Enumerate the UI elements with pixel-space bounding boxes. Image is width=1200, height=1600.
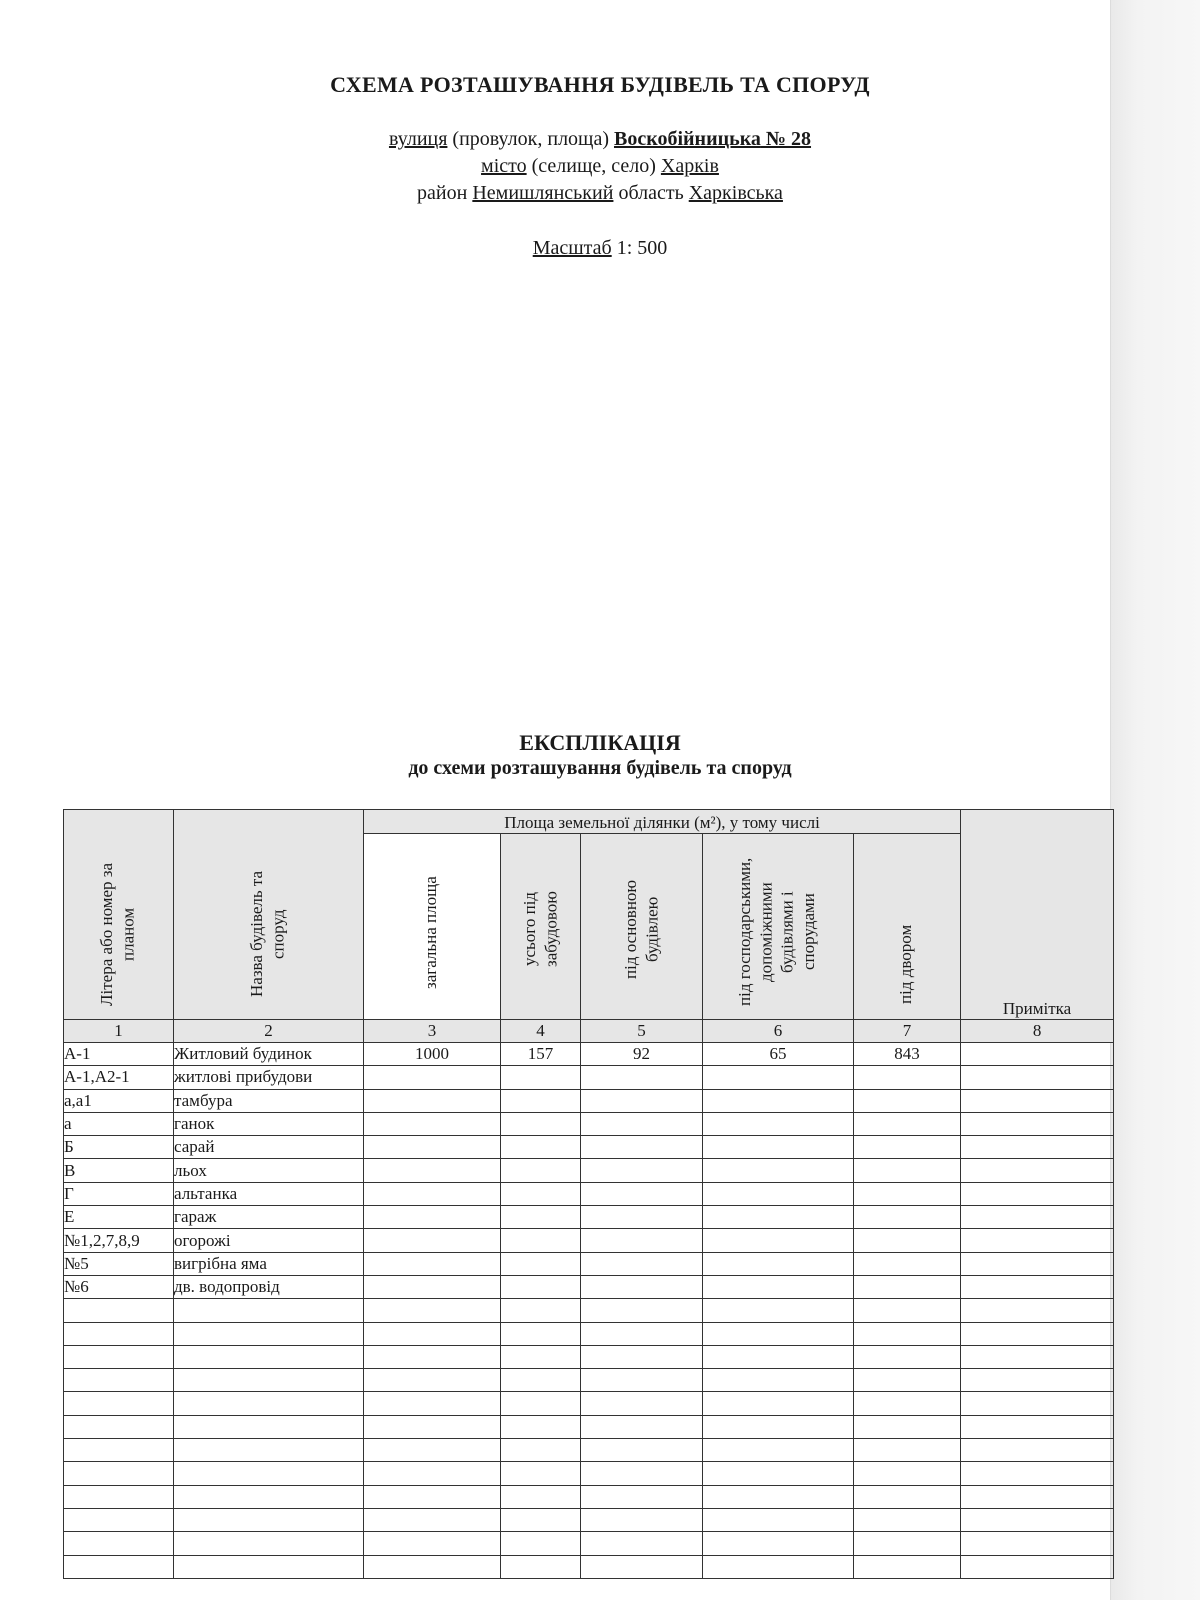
cell-aux bbox=[703, 1369, 854, 1392]
cell-name bbox=[174, 1555, 364, 1578]
cell-total bbox=[364, 1182, 501, 1205]
header-col7 bbox=[854, 834, 961, 1020]
table-row bbox=[64, 1415, 1114, 1438]
header-col4-text: усього під забудовою bbox=[519, 891, 560, 967]
cell-yard bbox=[854, 1275, 961, 1298]
cell-code: А-1,А2-1 bbox=[64, 1066, 174, 1089]
cell-aux bbox=[703, 1136, 854, 1159]
cell-built bbox=[501, 1485, 581, 1508]
cell-name: тамбура bbox=[174, 1089, 364, 1112]
street-suffix: (провулок, площа) bbox=[447, 128, 614, 150]
column-number: 3 bbox=[364, 1020, 501, 1043]
cell-yard bbox=[854, 1089, 961, 1112]
cell-code bbox=[64, 1415, 174, 1438]
street-number: № 28 bbox=[760, 128, 812, 150]
header-area-group-text: Площа земельної ділянки (м²), у тому числі bbox=[504, 813, 820, 832]
cell-name: Житловий будинок bbox=[174, 1043, 364, 1066]
header-col1 bbox=[64, 810, 174, 1020]
city-label: місто bbox=[481, 155, 527, 177]
table-row bbox=[64, 1182, 1114, 1205]
cell-note bbox=[961, 1206, 1114, 1229]
cell-yard bbox=[854, 1415, 961, 1438]
cell-name bbox=[174, 1439, 364, 1462]
column-number: 8 bbox=[961, 1020, 1114, 1043]
cell-code: А-1 bbox=[64, 1043, 174, 1066]
cell-main bbox=[581, 1555, 703, 1578]
cell-total bbox=[364, 1229, 501, 1252]
cell-aux bbox=[703, 1322, 854, 1345]
header-col2 bbox=[174, 810, 364, 1020]
cell-aux bbox=[703, 1089, 854, 1112]
header-col3 bbox=[364, 834, 501, 1020]
cell-aux bbox=[703, 1439, 854, 1462]
header-col7-text: під двором bbox=[896, 924, 916, 1004]
cell-code bbox=[64, 1345, 174, 1368]
cell-built bbox=[501, 1555, 581, 1578]
cell-yard bbox=[854, 1159, 961, 1182]
table-row bbox=[64, 1439, 1114, 1462]
explication-rows bbox=[64, 1043, 1114, 1579]
cell-total bbox=[364, 1415, 501, 1438]
cell-built bbox=[501, 1229, 581, 1252]
cell-aux bbox=[703, 1415, 854, 1438]
region-label: область bbox=[613, 182, 689, 204]
column-number: 2 bbox=[174, 1020, 364, 1043]
cell-total bbox=[364, 1299, 501, 1322]
cell-total bbox=[364, 1369, 501, 1392]
cell-note bbox=[961, 1066, 1114, 1089]
cell-name: альтанка bbox=[174, 1182, 364, 1205]
cell-name: ганок bbox=[174, 1112, 364, 1135]
cell-total bbox=[364, 1555, 501, 1578]
cell-note bbox=[961, 1555, 1114, 1578]
cell-main: 92 bbox=[581, 1043, 703, 1066]
cell-built bbox=[501, 1322, 581, 1345]
cell-built bbox=[501, 1508, 581, 1531]
cell-total bbox=[364, 1439, 501, 1462]
column-number: 4 bbox=[501, 1020, 581, 1043]
explication-title: ЕКСПЛІКАЦІЯ bbox=[519, 730, 681, 755]
cell-built bbox=[501, 1066, 581, 1089]
cell-name bbox=[174, 1369, 364, 1392]
cell-total bbox=[364, 1485, 501, 1508]
cell-note bbox=[961, 1369, 1114, 1392]
cell-note bbox=[961, 1299, 1114, 1322]
cell-yard: 843 bbox=[854, 1043, 961, 1066]
cell-built bbox=[501, 1206, 581, 1229]
cell-note bbox=[961, 1275, 1114, 1298]
cell-code: Е bbox=[64, 1206, 174, 1229]
cell-note bbox=[961, 1043, 1114, 1066]
table-row bbox=[64, 1066, 1114, 1089]
cell-main bbox=[581, 1462, 703, 1485]
cell-code bbox=[64, 1392, 174, 1415]
cell-name: сарай bbox=[174, 1136, 364, 1159]
table-row bbox=[64, 1322, 1114, 1345]
cell-code: №1,2,7,8,9 bbox=[64, 1229, 174, 1252]
cell-main bbox=[581, 1159, 703, 1182]
address-district-line bbox=[0, 182, 1200, 205]
cell-note bbox=[961, 1322, 1114, 1345]
cell-aux bbox=[703, 1112, 854, 1135]
cell-built bbox=[501, 1392, 581, 1415]
cell-yard bbox=[854, 1532, 961, 1555]
cell-code bbox=[64, 1508, 174, 1531]
cell-main bbox=[581, 1275, 703, 1298]
cell-total: 1000 bbox=[364, 1043, 501, 1066]
table-row bbox=[64, 1555, 1114, 1578]
cell-code: Г bbox=[64, 1182, 174, 1205]
cell-aux: 65 bbox=[703, 1043, 854, 1066]
address-city-line bbox=[0, 155, 1200, 178]
cell-main bbox=[581, 1089, 703, 1112]
cell-total bbox=[364, 1159, 501, 1182]
cell-code bbox=[64, 1532, 174, 1555]
cell-note bbox=[961, 1089, 1114, 1112]
cell-main bbox=[581, 1392, 703, 1415]
cell-aux bbox=[703, 1252, 854, 1275]
cell-main bbox=[581, 1532, 703, 1555]
cell-yard bbox=[854, 1112, 961, 1135]
cell-aux bbox=[703, 1206, 854, 1229]
cell-name: дв. водопровід bbox=[174, 1275, 364, 1298]
cell-name bbox=[174, 1532, 364, 1555]
cell-built bbox=[501, 1532, 581, 1555]
cell-aux bbox=[703, 1182, 854, 1205]
table-row bbox=[64, 1392, 1114, 1415]
cell-aux bbox=[703, 1508, 854, 1531]
cell-code: №5 bbox=[64, 1252, 174, 1275]
cell-built bbox=[501, 1439, 581, 1462]
cell-total bbox=[364, 1508, 501, 1531]
cell-name bbox=[174, 1345, 364, 1368]
district-value: Немишлянський bbox=[472, 182, 614, 204]
header-col8-text: Примітка bbox=[1002, 999, 1072, 1018]
header-col2-text: Назва будівель та споруд bbox=[246, 870, 287, 998]
cell-note bbox=[961, 1485, 1114, 1508]
header-col4 bbox=[501, 834, 581, 1020]
cell-built bbox=[501, 1182, 581, 1205]
column-number: 5 bbox=[581, 1020, 703, 1043]
scale-label: Масштаб bbox=[532, 237, 612, 259]
cell-note bbox=[961, 1439, 1114, 1462]
cell-total bbox=[364, 1136, 501, 1159]
city-suffix: (селище, село) bbox=[526, 155, 661, 177]
cell-total bbox=[364, 1322, 501, 1345]
cell-note bbox=[961, 1392, 1114, 1415]
region-value: Харківська bbox=[688, 182, 783, 204]
cell-name bbox=[174, 1392, 364, 1415]
cell-name: житлові прибудови bbox=[174, 1066, 364, 1089]
cell-total bbox=[364, 1462, 501, 1485]
column-number: 6 bbox=[703, 1020, 854, 1043]
table-row bbox=[64, 1275, 1114, 1298]
cell-yard bbox=[854, 1136, 961, 1159]
cell-built bbox=[501, 1136, 581, 1159]
cell-aux bbox=[703, 1462, 854, 1485]
cell-total bbox=[364, 1345, 501, 1368]
cell-name bbox=[174, 1322, 364, 1345]
cell-built: 157 bbox=[501, 1043, 581, 1066]
header-col6-text: під господарськими, допоміжними будівлями і спорудами bbox=[735, 857, 818, 1007]
table-row bbox=[64, 1345, 1114, 1368]
cell-total bbox=[364, 1066, 501, 1089]
cell-built bbox=[501, 1299, 581, 1322]
cell-yard bbox=[854, 1439, 961, 1462]
cell-main bbox=[581, 1252, 703, 1275]
scale-line bbox=[0, 237, 1200, 260]
cell-name: огорожі bbox=[174, 1229, 364, 1252]
cell-built bbox=[501, 1112, 581, 1135]
cell-yard bbox=[854, 1182, 961, 1205]
cell-name bbox=[174, 1462, 364, 1485]
table-row bbox=[64, 1206, 1114, 1229]
table-row bbox=[64, 1112, 1114, 1135]
table-row bbox=[64, 1229, 1114, 1252]
cell-aux bbox=[703, 1275, 854, 1298]
cell-yard bbox=[854, 1392, 961, 1415]
cell-built bbox=[501, 1275, 581, 1298]
cell-code bbox=[64, 1299, 174, 1322]
table-row bbox=[64, 1299, 1114, 1322]
cell-name bbox=[174, 1299, 364, 1322]
cell-note bbox=[961, 1252, 1114, 1275]
cell-built bbox=[501, 1089, 581, 1112]
cell-code bbox=[64, 1485, 174, 1508]
cell-name bbox=[174, 1485, 364, 1508]
table-row bbox=[64, 1462, 1114, 1485]
header-col1-text: Літера або номер за планом bbox=[96, 862, 137, 1006]
address-street-line bbox=[0, 128, 1200, 151]
cell-main bbox=[581, 1369, 703, 1392]
cell-main bbox=[581, 1439, 703, 1462]
cell-total bbox=[364, 1206, 501, 1229]
cell-aux bbox=[703, 1345, 854, 1368]
cell-total bbox=[364, 1532, 501, 1555]
city-value: Харків bbox=[660, 155, 719, 177]
header-col3-text: загальна площа bbox=[421, 876, 440, 990]
cell-main bbox=[581, 1182, 703, 1205]
cell-yard bbox=[854, 1229, 961, 1252]
cell-code bbox=[64, 1439, 174, 1462]
table-row bbox=[64, 1159, 1114, 1182]
scale-value: 1: 500 bbox=[611, 237, 668, 259]
cell-main bbox=[581, 1415, 703, 1438]
cell-yard bbox=[854, 1345, 961, 1368]
cell-aux bbox=[703, 1229, 854, 1252]
cell-name: гараж bbox=[174, 1206, 364, 1229]
cell-note bbox=[961, 1229, 1114, 1252]
cell-code: №6 bbox=[64, 1275, 174, 1298]
cell-yard bbox=[854, 1508, 961, 1531]
cell-main bbox=[581, 1508, 703, 1531]
cell-yard bbox=[854, 1485, 961, 1508]
district-label: район bbox=[417, 182, 473, 204]
cell-note bbox=[961, 1462, 1114, 1485]
cell-code bbox=[64, 1322, 174, 1345]
cell-note bbox=[961, 1159, 1114, 1182]
cell-yard bbox=[854, 1555, 961, 1578]
cell-aux bbox=[703, 1159, 854, 1182]
explication-subtitle: до схеми розташування будівель та споруд bbox=[408, 757, 792, 779]
cell-aux bbox=[703, 1532, 854, 1555]
header-col5 bbox=[581, 834, 703, 1020]
cell-built bbox=[501, 1345, 581, 1368]
cell-code bbox=[64, 1462, 174, 1485]
cell-total bbox=[364, 1112, 501, 1135]
table-row bbox=[64, 1369, 1114, 1392]
cell-note bbox=[961, 1508, 1114, 1531]
cell-note bbox=[961, 1112, 1114, 1135]
document-title: СХЕМА РОЗТАШУВАННЯ БУДІВЕЛЬ ТА СПОРУД bbox=[330, 72, 870, 97]
table-row bbox=[64, 1089, 1114, 1112]
cell-main bbox=[581, 1112, 703, 1135]
cell-name bbox=[174, 1508, 364, 1531]
cell-yard bbox=[854, 1206, 961, 1229]
cell-built bbox=[501, 1159, 581, 1182]
cell-total bbox=[364, 1089, 501, 1112]
cell-note bbox=[961, 1415, 1114, 1438]
cell-yard bbox=[854, 1462, 961, 1485]
cell-main bbox=[581, 1345, 703, 1368]
cell-note bbox=[961, 1532, 1114, 1555]
cell-yard bbox=[854, 1299, 961, 1322]
cell-yard bbox=[854, 1066, 961, 1089]
explication-table bbox=[63, 809, 1114, 1579]
cell-note bbox=[961, 1345, 1114, 1368]
street-value: Воскобійницька bbox=[613, 128, 761, 150]
cell-total bbox=[364, 1392, 501, 1415]
cell-built bbox=[501, 1252, 581, 1275]
cell-code bbox=[64, 1555, 174, 1578]
cell-aux bbox=[703, 1299, 854, 1322]
table-row bbox=[64, 1532, 1114, 1555]
cell-code: а bbox=[64, 1112, 174, 1135]
cell-main bbox=[581, 1136, 703, 1159]
cell-main bbox=[581, 1299, 703, 1322]
cell-name: льох bbox=[174, 1159, 364, 1182]
cell-built bbox=[501, 1462, 581, 1485]
cell-code: Б bbox=[64, 1136, 174, 1159]
table-row bbox=[64, 1136, 1114, 1159]
table-row bbox=[64, 1508, 1114, 1531]
cell-code bbox=[64, 1369, 174, 1392]
cell-main bbox=[581, 1485, 703, 1508]
street-label: вулиця bbox=[388, 128, 448, 150]
cell-name bbox=[174, 1415, 364, 1438]
cell-yard bbox=[854, 1369, 961, 1392]
cell-yard bbox=[854, 1252, 961, 1275]
table-row bbox=[64, 1252, 1114, 1275]
cell-built bbox=[501, 1415, 581, 1438]
header-col8 bbox=[961, 810, 1114, 1020]
header-area-group bbox=[364, 810, 961, 834]
cell-name: вигрібна яма bbox=[174, 1252, 364, 1275]
cell-aux bbox=[703, 1555, 854, 1578]
table-row bbox=[64, 1043, 1114, 1066]
column-number: 7 bbox=[854, 1020, 961, 1043]
column-number-row bbox=[64, 1020, 1114, 1043]
cell-note bbox=[961, 1182, 1114, 1205]
header-col6 bbox=[703, 834, 854, 1020]
cell-main bbox=[581, 1206, 703, 1229]
cell-total bbox=[364, 1275, 501, 1298]
cell-code: а,а1 bbox=[64, 1089, 174, 1112]
cell-aux bbox=[703, 1392, 854, 1415]
table-row bbox=[64, 1485, 1114, 1508]
cell-main bbox=[581, 1322, 703, 1345]
cell-note bbox=[961, 1136, 1114, 1159]
header-col5-text: під основною будівлею bbox=[620, 879, 661, 979]
cell-total bbox=[364, 1252, 501, 1275]
cell-yard bbox=[854, 1322, 961, 1345]
cell-aux bbox=[703, 1066, 854, 1089]
cell-built bbox=[501, 1369, 581, 1392]
cell-code: В bbox=[64, 1159, 174, 1182]
cell-aux bbox=[703, 1485, 854, 1508]
cell-main bbox=[581, 1066, 703, 1089]
column-number: 1 bbox=[64, 1020, 174, 1043]
cell-main bbox=[581, 1229, 703, 1252]
